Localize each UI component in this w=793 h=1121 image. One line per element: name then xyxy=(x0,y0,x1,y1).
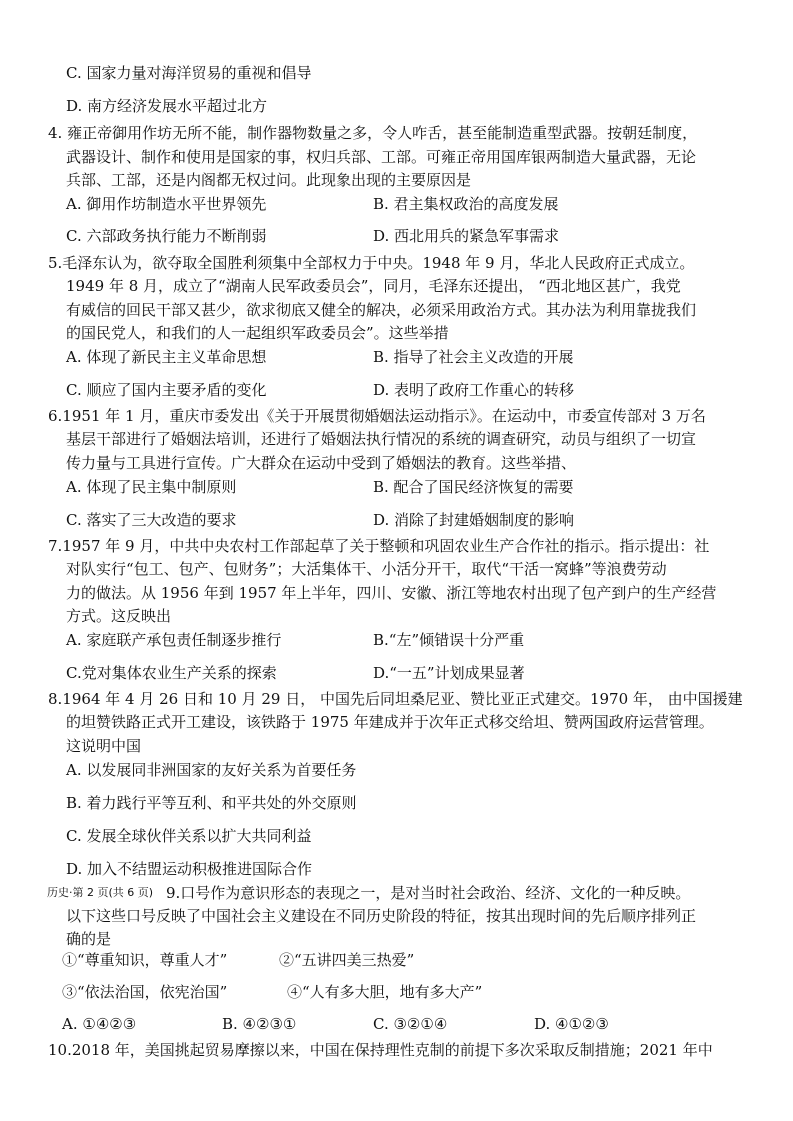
q5-stem-line2: 1949 年 8 月，成立了“湖南人民军政委员会”，同月，毛泽东还提出， “西北地区甚广，我党 xyxy=(66,277,681,295)
q7-stem-line2: 对队实行“包工、包产、包财务”；大活集体干、小活分开干，取代“干活一窝蜂”等浪费劳动 xyxy=(66,560,667,578)
q4-stem-line2: 武器设计、制作和使用是国家的事，权归兵部、工部。可雍正帝用国库银两制造大量武器，无论 xyxy=(66,148,697,166)
q9-item-4: ④“人有多大胆，地有多大产” xyxy=(287,983,483,1001)
q7-stem-line4: 方式。这反映出 xyxy=(66,607,172,625)
q6-stem-line2: 基层干部进行了婚姻法培训，还进行了婚姻法执行情况的系统的调查研究，动员与组织了一切宣 xyxy=(66,430,697,448)
q9-option-a: A. ①④②③ xyxy=(62,1015,137,1033)
q7-option-b: B.“左”倾错误十分严重 xyxy=(373,631,525,649)
q5-stem-line4: 的国民党人，和我们的人一起组织军政委员会”。这些举措 xyxy=(66,324,449,342)
q3-option-d: D. 南方经济发展水平超过北方 xyxy=(66,97,268,115)
q6-option-b: B. 配合了国民经济恢复的需要 xyxy=(373,478,574,496)
q7-stem-line3: 力的做法。从 1956 年到 1957 年上半年，四川、安徽、浙江等地农村出现了包产到户的生产经营 xyxy=(66,584,717,602)
q8-option-a: A. 以发展同非洲国家的友好关系为首要任务 xyxy=(66,761,357,779)
q4-stem-line1: 4. 雍正帝御用作坊无所不能，制作器物数量之多，令人咋舌，甚至能制造重型武器。按朝廷制度， xyxy=(48,124,698,142)
q4-option-a: A. 御用作坊制造水平世界领先 xyxy=(66,195,267,213)
q9-stem-line3: 确的是 xyxy=(66,930,112,948)
q6-stem-line1: 6.1951 年 1 月，重庆市委发出《关于开展贯彻婚姻法运动指示》。在运动中，市委宣传部对 3 万名 xyxy=(48,407,706,425)
page-footer: 历史·第 2 页(共 6 页) xyxy=(47,886,154,899)
q10-stem-line1: 10.2018 年，美国挑起贸易摩擦以来，中国在保持理性克制的前提下多次采取反制措施；2021 年中 xyxy=(48,1041,713,1059)
q8-option-d: D. 加入不结盟运动积极推进国际合作 xyxy=(66,860,313,878)
q8-stem-line2: 的坦赞铁路正式开工建设，该铁路于 1975 年建成并于次年正式移交给坦、赞两国政府运营管理。 xyxy=(66,713,714,731)
q9-stem-line1: 9.口号作为意识形态的表现之一，是对当时社会政治、经济、文化的一种反映。 xyxy=(166,884,691,902)
q8-option-b: B. 着力践行平等互利、和平共处的外交原则 xyxy=(66,794,357,812)
q9-stem-line2: 以下这些口号反映了中国社会主义建设在不同历史阶段的特征，按其出现时间的先后顺序排列正 xyxy=(66,907,697,925)
q9-item-2: ②“五讲四美三热爱” xyxy=(279,951,415,969)
q7-stem-line1: 7.1957 年 9 月，中共中央农村工作部起草了关于整顿和巩固农业生产合作社的指示。指示提出：社 xyxy=(48,537,710,555)
q6-option-c: C. 落实了三大改造的要求 xyxy=(66,511,237,529)
q4-stem-line3: 兵部、工部，还是内阁都无权过问。此现象出现的主要原因是 xyxy=(66,171,472,189)
q9-option-b: B. ④②③① xyxy=(222,1015,297,1033)
q8-stem-line1: 8.1964 年 4 月 26 日和 10 月 29 日， 中国先后同坦桑尼亚、赞比亚正式建交。1970 年， 由中国援建 xyxy=(48,690,743,708)
q6-stem-line3: 传力量与工具进行宣传。广大群众在运动中受到了婚姻法的教育。这些举措、 xyxy=(66,454,577,472)
q6-option-d: D. 消除了封建婚姻制度的影响 xyxy=(373,511,575,529)
q9-option-d: D. ④①②③ xyxy=(534,1015,609,1033)
q5-option-a: A. 体现了新民主主义革命思想 xyxy=(66,348,267,366)
q9-option-c: C. ③②①④ xyxy=(373,1015,448,1033)
q8-stem-line3: 这说明中国 xyxy=(66,737,142,755)
q8-option-c: C. 发展全球伙伴关系以扩大共同利益 xyxy=(66,827,312,845)
q5-stem-line3: 有威信的回民干部又甚少，欲求彻底又健全的解决，必须采用政治方式。其办法为利用靠拢我们 xyxy=(66,301,697,319)
q6-option-a: A. 体现了民主集中制原则 xyxy=(66,478,237,496)
q4-option-b: B. 君主集权政治的高度发展 xyxy=(373,195,559,213)
q5-option-d: D. 表明了政府工作重心的转移 xyxy=(373,381,575,399)
q5-stem-line1: 5.毛泽东认为，欲夺取全国胜利须集中全部权力于中央。1948 年 9 月，华北人民政府正式成立。 xyxy=(48,254,695,272)
q7-option-d: D.“一五”计划成果显著 xyxy=(373,664,525,682)
q7-option-c: C.党对集体农业生产关系的探索 xyxy=(66,664,277,682)
q7-option-a: A. 家庭联产承包责任制逐步推行 xyxy=(66,631,282,649)
q5-option-b: B. 指导了社会主义改造的开展 xyxy=(373,348,574,366)
q9-item-1: ①“尊重知识，尊重人才” xyxy=(62,951,228,969)
q5-option-c: C. 顺应了国内主要矛盾的变化 xyxy=(66,381,267,399)
q3-option-c: C. 国家力量对海洋贸易的重视和倡导 xyxy=(66,64,312,82)
q9-item-3: ③“依法治国，依宪治国” xyxy=(62,983,228,1001)
q4-option-d: D. 西北用兵的紧急军事需求 xyxy=(373,227,560,245)
q4-option-c: C. 六部政务执行能力不断削弱 xyxy=(66,227,267,245)
